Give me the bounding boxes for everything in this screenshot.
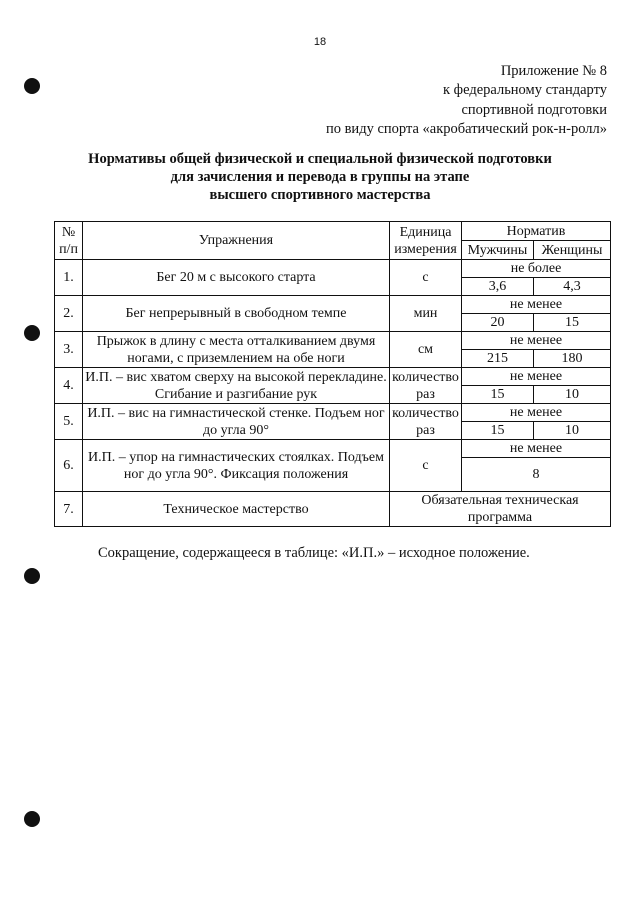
- row-men-value: 20: [462, 314, 534, 332]
- title-line: высшего спортивного мастерства: [209, 187, 431, 203]
- table-row: [55, 296, 611, 314]
- row-exercise: Прыжок в длину с места отталкиванием двумя ногами, с приземлением на обе ноги: [83, 332, 390, 368]
- row-condition: не менее: [462, 332, 611, 350]
- header-women: Женщины: [534, 241, 611, 260]
- row-exercise: Техническое мастерство: [83, 492, 390, 527]
- punch-hole-icon: [24, 325, 40, 341]
- punch-hole-icon: [24, 568, 40, 584]
- row-number: 2.: [55, 296, 83, 332]
- table-row: [55, 440, 611, 458]
- row-program: Обязательная техническая программа: [390, 492, 611, 527]
- row-exercise: И.П. – упор на гимнастических стоялках. Подъем ног до угла 90°. Фиксация положения: [83, 440, 390, 492]
- row-number: 5.: [55, 404, 83, 440]
- row-number: 1.: [55, 260, 83, 296]
- row-number: 3.: [55, 332, 83, 368]
- row-men-value: 3,6: [462, 278, 534, 296]
- table-row: [55, 260, 611, 278]
- row-condition: не менее: [462, 296, 611, 314]
- row-men-value: 15: [462, 386, 534, 404]
- page-number: 18: [313, 36, 327, 48]
- punch-hole-icon: [24, 78, 40, 94]
- header-exercise: Упражнения: [83, 222, 390, 260]
- standards-table: [54, 221, 611, 527]
- title-line: для зачисления и перевода в группы на этапе: [170, 169, 470, 185]
- row-exercise: И.П. – вис хватом сверху на высокой перекладине. Сгибание и разгибание рук: [83, 368, 390, 404]
- row-exercise: Бег 20 м с высокого старта: [83, 260, 390, 296]
- row-number: 6.: [55, 440, 83, 492]
- title-line: Нормативы общей физической и специальной физической подготовки: [88, 151, 552, 167]
- row-unit: количество раз: [390, 404, 462, 440]
- row-men-value: 15: [462, 422, 534, 440]
- abbreviation-note: Сокращение, содержащееся в таблице: «И.П.» – исходное положение.: [98, 545, 530, 561]
- table-row: [55, 404, 611, 422]
- table-row: [55, 368, 611, 386]
- appendix-line: Приложение № 8: [500, 63, 607, 79]
- row-women-value: 4,3: [534, 278, 611, 296]
- row-condition: не менее: [462, 440, 611, 458]
- appendix-header: [267, 62, 607, 139]
- row-women-value: 10: [534, 386, 611, 404]
- document-title: [60, 150, 580, 204]
- row-shared-value: 8: [462, 458, 611, 492]
- row-women-value: 15: [534, 314, 611, 332]
- row-unit: количество раз: [390, 368, 462, 404]
- header-norm: Норматив: [462, 222, 611, 241]
- row-number: 7.: [55, 492, 83, 527]
- row-exercise: Бег непрерывный в свободном темпе: [83, 296, 390, 332]
- row-condition: не менее: [462, 404, 611, 422]
- row-unit: с: [390, 260, 462, 296]
- appendix-line: спортивной подготовки: [461, 101, 607, 118]
- header-unit: Единица измерения: [390, 222, 462, 260]
- table-header-row: [55, 222, 611, 241]
- row-number: 4.: [55, 368, 83, 404]
- row-exercise: И.П. – вис на гимнастической стенке. Подъем ног до угла 90°: [83, 404, 390, 440]
- appendix-line: к федеральному стандарту: [443, 82, 607, 99]
- header-number: № п/п: [55, 222, 83, 260]
- row-unit: с: [390, 440, 462, 492]
- row-women-value: 10: [534, 422, 611, 440]
- row-condition: не более: [462, 260, 611, 278]
- punch-hole-icon: [24, 811, 40, 827]
- row-women-value: 180: [534, 350, 611, 368]
- header-men: Мужчины: [462, 241, 534, 260]
- table-row: [55, 332, 611, 350]
- row-condition: не менее: [462, 368, 611, 386]
- appendix-line: по виду спорта «акробатический рок-н-ролл»: [325, 120, 607, 137]
- table-row: [55, 492, 611, 527]
- row-unit: мин: [390, 296, 462, 332]
- row-unit: см: [390, 332, 462, 368]
- row-men-value: 215: [462, 350, 534, 368]
